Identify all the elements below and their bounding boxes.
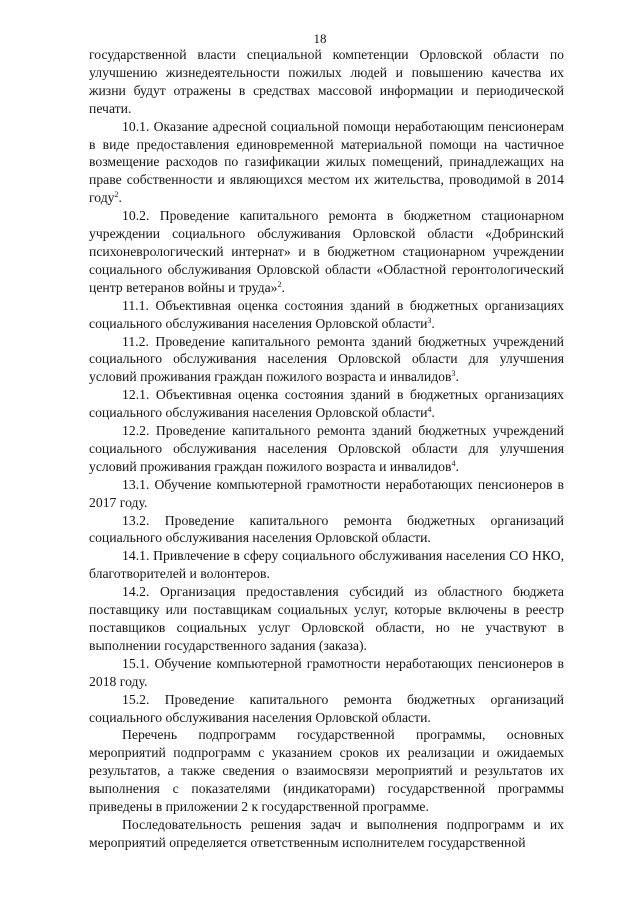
paragraph-tail: . <box>118 190 122 206</box>
footnote-mark: 2 <box>277 279 282 289</box>
paragraph-list-reference <box>89 726 564 816</box>
paragraph-continuation <box>89 46 564 118</box>
body-text <box>89 46 564 852</box>
paragraph-item-13-2 <box>89 512 564 548</box>
paragraph-tail: . <box>281 279 285 295</box>
paragraph-item-15-1 <box>89 655 564 691</box>
paragraph-text: 14.2. Организация предоставления субсидий из областного бюджета поставщику или поставщикам социальных услуг, которые включены в реестр поставщиков социальных услуг Орловской области, но не участвуют в выполнении государственного задания (заказа). <box>89 584 564 653</box>
paragraph-text: Перечень подпрограмм государственной программы, основных мероприятий подпрограмм с указанием сроков их реализации и ожидаемых результатов, а также сведения о взаимосвязи мероприятий и результатов их выполнения с показателями (индикаторами) государственной программы приведены в приложении 2 к государственной программе. <box>89 727 564 815</box>
paragraph-tail: . <box>455 458 459 474</box>
paragraph-text: 14.1. Привлечение в сферу социального обслуживания населения СО НКО, благотворителей и волонтеров. <box>89 548 564 582</box>
paragraph-tail: . <box>431 405 435 421</box>
paragraph-item-11-1 <box>89 297 564 333</box>
paragraph-item-10-2 <box>89 207 564 297</box>
paragraph-item-15-2 <box>89 691 564 727</box>
footnote-mark: 4 <box>427 405 432 415</box>
paragraph-text: государственной власти специальной компетенции Орловской области по улучшению жизнедеятельности пожилых людей и повышению качества их жизни будут отражены в средствах массовой информации и периодической печати. <box>89 47 564 116</box>
paragraph-item-12-1 <box>89 386 564 422</box>
paragraph-item-14-1 <box>89 547 564 583</box>
paragraph-text: 12.1. Объективная оценка состояния зданий в бюджетных организациях социального обслуживания населения Орловской области <box>89 387 564 421</box>
paragraph-text: 13.1. Обучение компьютерной грамотности неработающих пенсионеров в 2017 году. <box>89 476 564 510</box>
paragraph-text: 10.1. Оказание адресной социальной помощи неработающим пенсионерам в виде предоставления единовременной материальной помощи на частичное возмещение расходов по газификации жилых помещений, принадлежащих на праве собственности и являющихся местом их жительства, проводимой в 2014 году <box>89 118 564 206</box>
page-number: 18 <box>313 31 327 46</box>
paragraph-item-11-2 <box>89 333 564 387</box>
paragraph-text: 11.1. Объективная оценка состояния зданий в бюджетных организациях социального обслуживания населения Орловской области <box>89 297 564 331</box>
paragraph-text: 10.2. Проведение капитального ремонта в бюджетном стационарном учреждении социального обслуживания Орловской области «Добринский психоневрологический интернат» и в бюджетном стационарном учреждении социального обслуживания Орловской области «Областной геронтологический центр ветеранов войны и труда» <box>89 208 564 295</box>
paragraph-text: 12.2. Проведение капитального ремонта зданий бюджетных учреждений социального обслуживания населения Орловской области для улучшения условий проживания граждан пожилого возраста и инвалидов <box>89 423 564 474</box>
paragraph-text: 13.2. Проведение капитального ремонта бюджетных организаций социального обслуживания населения Орловской области. <box>89 512 564 546</box>
paragraph-item-13-1 <box>89 476 564 512</box>
paragraph-tail: . <box>431 315 435 331</box>
paragraph-text: 11.2. Проведение капитального ремонта зданий бюджетных учреждений социального обслуживания населения Орловской области для улучшения условий проживания граждан пожилого возраста и инвалидов <box>89 333 564 385</box>
footnote-mark: 2 <box>114 190 119 200</box>
paragraph-item-10-1 <box>89 118 564 208</box>
paragraph-sequence-note <box>89 816 564 852</box>
paragraph-text: 15.2. Проведение капитального ремонта бюджетных организаций социального обслуживания населения Орловской области. <box>89 691 564 725</box>
footnote-mark: 3 <box>427 315 432 325</box>
paragraph-tail: . <box>455 369 459 385</box>
paragraph-item-14-2 <box>89 583 564 655</box>
paragraph-text: Последовательность решения задач и выполнения подпрограмм и их мероприятий определяется ответственным исполнителем государственной <box>89 816 564 850</box>
paragraph-item-12-2 <box>89 422 564 476</box>
footnote-mark: 3 <box>451 369 456 379</box>
footnote-mark: 4 <box>451 458 456 468</box>
paragraph-text: 15.1. Обучение компьютерной грамотности неработающих пенсионеров в 2018 году. <box>89 655 564 689</box>
